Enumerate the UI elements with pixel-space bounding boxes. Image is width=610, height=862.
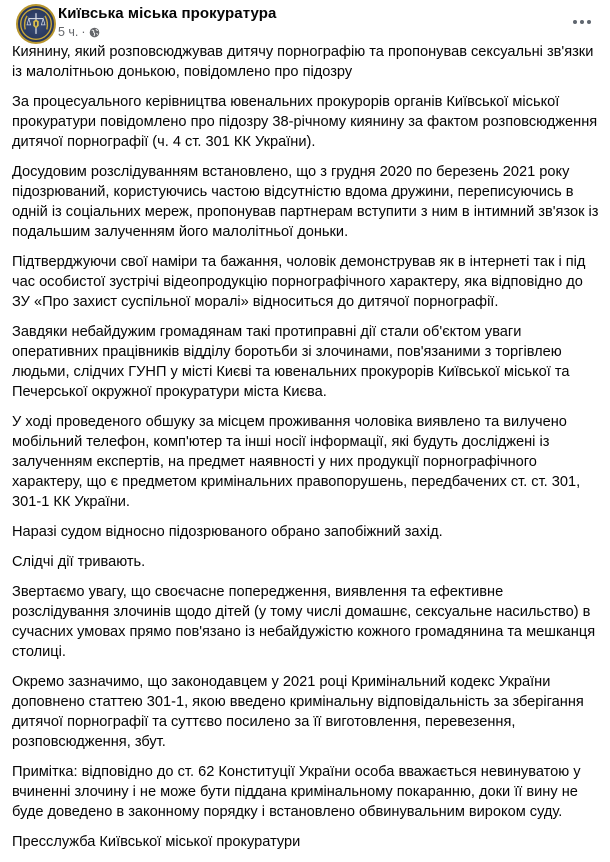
post-body (12, 42, 602, 862)
post-timestamp[interactable]: 5 ч. (58, 25, 79, 39)
post-signature: Пресслужба Київської міської прокуратури (12, 834, 301, 850)
post-paragraph: Підтверджуючи свої наміри та бажання, чоловік демонстрував як в інтернеті так і під час особистої зустрічі відеопродукцію порнографічного характеру, яка відповідно до ЗУ «Про захист суспільної моралі» відноситься до дитячої порнографії. (12, 254, 586, 310)
post-paragraph: Наразі судом відносно підозрюваного обрано запобіжний захід. (12, 524, 443, 540)
more-horizontal-icon (587, 20, 591, 24)
more-options-button[interactable] (568, 12, 596, 32)
meta-separator: · (81, 25, 86, 39)
post-meta (58, 25, 100, 39)
more-horizontal-icon (580, 20, 584, 24)
more-horizontal-icon (573, 20, 577, 24)
post-paragraph: Досудовим розслідуванням встановлено, що з грудня 2020 по березень 2021 року підозрюваний, користуючись частою відсутністю вдома дружини, переписуючись в одній із соціальних мереж, пропонував партнерам вступити з ним в інтимний зв'язок із подальшим залученням його малолітньої доньки. (12, 164, 599, 240)
post-paragraph: Звертаємо увагу, що своєчасне попередження, виявлення та ефективне розслідування злочинів щодо дітей (у тому числі домашнє, сексуальне насильство) в сучасних умовах прямо пов'язано із небайдужістю кожного громадянина та мешканця столиці. (12, 584, 596, 660)
page-avatar[interactable] (16, 4, 56, 44)
page-name-link[interactable]: Київська міська прокуратура (58, 5, 277, 22)
post-paragraph: Слідчі дії тривають. (12, 554, 146, 570)
globe-icon[interactable] (89, 27, 100, 38)
post-paragraph: За процесуального керівництва ювенальних прокурорів органів Київської міської прокуратури повідомлено про підозру 38-річному киянину за фактом розповсюдження дитячої порнографії (ч. 4 ст. 301 КК України). (12, 94, 598, 150)
post-paragraph: Завдяки небайдужим громадянам такі протиправні дії стали об'єктом уваги оперативних працівників відділу боротьби зі злочинами, пов'язаними з торгівлею людьми, слідчих ГУНП у місті Києві та ювенальних прокурорів Київської міської та Печерської окружної прокуратури міста Києва. (12, 324, 570, 400)
post-paragraph: Примітка: відповідно до ст. 62 Конституції України особа вважається невинуватою у вчиненні злочину і не може бути піддана кримінальному покаранню, доки її вину не буде доведено в законному порядку і встановлено обвинувальним вироком суду. (12, 764, 581, 820)
post-header (0, 0, 610, 44)
post-paragraph: У ході проведеного обшуку за місцем проживання чоловіка виявлено та вилучено мобільний телефон, комп'ютер та інші носії інформації, які будуть досліджені із залученням експертів, на предмет наявності у них продукції порнографічного характеру, що є предметом кримінальних правопорушень, передбачених ст. ст. 301, 301-1 КК України. (12, 414, 581, 510)
post-paragraph: Окремо зазначимо, що законодавцем у 2021 році Кримінальний кодекс України доповнено статтею 301-1, якою введено кримінальну відповідальність за зберігання дитячої порнографії та суттєво посилено за її виготовлення, перевезення, розповсюдження, збут. (12, 674, 584, 750)
post-headline: Киянину, який розповсюджував дитячу порнографію та пропонував сексуальні зв'язки із малолітньою донькою, повідомлено про підозру (12, 44, 594, 80)
prosecutor-emblem-icon (18, 6, 54, 42)
